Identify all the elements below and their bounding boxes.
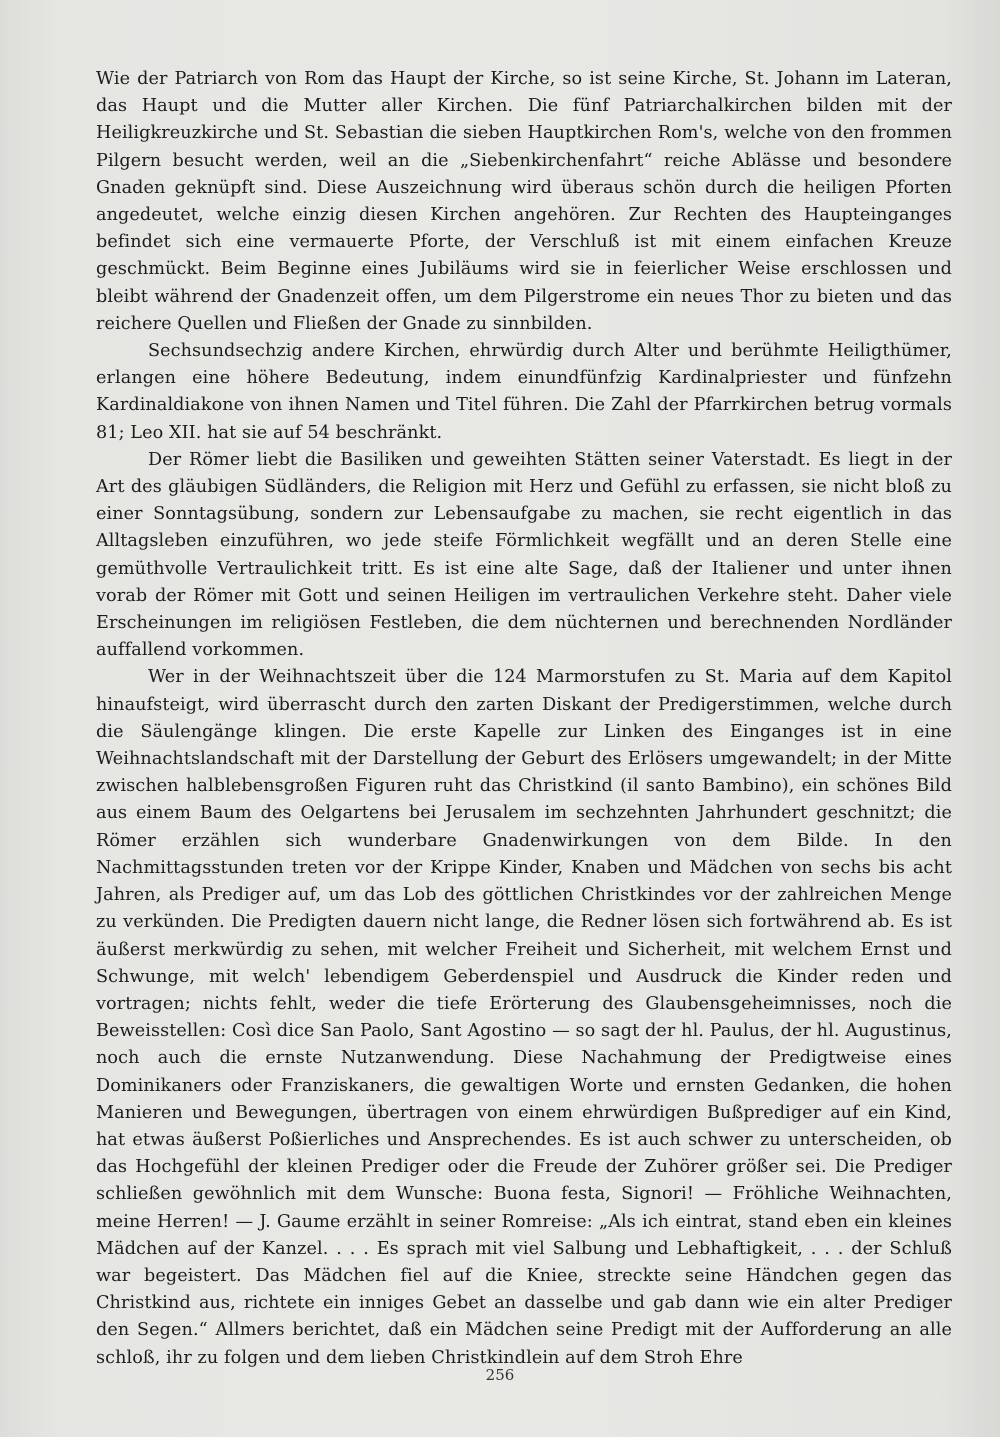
paragraph-other-churches: Sechsundsechzig andere Kirchen, ehrwürdig durch Alter und berühmte Heiligthümer, erlangen eine höhere Bedeutung, indem einundfünfzig Kardinalpriester und fünfzehn Kardinaldiakone von ihnen Namen und Titel führen. Die Zahl der Pfarrkirchen betrug vormals 81; Leo XII. hat sie auf 54 beschränkt.: [96, 341, 952, 443]
page-number: 256: [485, 1366, 515, 1384]
paragraph-child-preachers: Wer in der Weihnachtszeit über die 124 Marmorstufen zu St. Maria auf dem Kapitol hinaufsteigt, wird überrascht durch den zarten Diskant der Predigerstimmen, welche durch die Säulengänge klingen. Die erste Kapelle zur Linken des Einganges ist in eine Weihnachtslandschaft mit der Darstellung der Geburt des Erlösers umgewandelt; in der Mitte zwischen halblebensgroßen Figuren ruht das Christkind (il santo Bambino), ein schönes Bild aus einem Baum des Oelgartens bei Jerusalem im sechzehnten Jahrhundert geschnitzt; die Römer erzählen sich wunderbare Gnadenwirkungen von dem Bilde. In den Nachmittagsstunden treten vor der Krippe Kinder, Knaben und Mädchen von sechs bis acht Jahren, als Prediger auf, um das Lob des göttlichen Christkindes vor der zahlreichen Menge zu verkünden. Die Predigten dauern nicht lange, die Redner lösen sich fortwährend ab. Es ist äußerst merkwürdig zu sehen, mit welcher Freiheit und Sicherheit, mit welchem Ernst und Schwunge, mit welch' lebendigem Geberdenspiel und Ausdruck die Kinder reden und vortragen; nichts fehlt, weder die tiefe Erörterung des Glaubensgeheimnisses, noch die Beweisstellen: Così dice San Paolo, Sant Agostino — so sagt der hl. Paulus, der hl. Augustinus, noch auch die ernste Nutzanwendung. Diese Nachahmung der Predigtweise eines Dominikaners oder Franziskaners, die gewaltigen Worte und ernsten Gedanken, die hohen Manieren und Bewegungen, übertragen von einem ehrwürdigen Bußprediger auf ein Kind, hat etwas äußerst Poßierliches und Ansprechendes. Es ist auch schwer zu unterscheiden, ob das Hochgefühl der kleinen Prediger oder die Freude der Zuhörer größer sei. Die Prediger schließen gewöhnlich mit dem Wunsche: Buona festa, Signori! — Fröhliche Weihnachten, meine Herren! — J. Gaume erzählt in seiner Romreise: „Als ich eintrat, stand eben ein kleines Mädchen auf der Kanzel. . . . Es sprach mit viel Salbung und Lebhaftigkeit, . . . der Schluß war begeistert. Das Mädchen fiel auf die Kniee, streckte seine Händchen gegen das Christkind aus, richtete ein inniges Gebet an dasselbe und gab dann wie ein alter Prediger den Segen.“ Allmers berichtet, daß ein Mädchen seine Predigt mit der Aufforderung an alle schloß, ihr zu folgen und dem lieben Christkindlein auf dem Stroh Ehre: [96, 667, 952, 1368]
body-text: [96, 66, 952, 1372]
paragraph-patriarchal-churches: Wie der Patriarch von Rom das Haupt der Kirche, so ist seine Kirche, St. Johann im Lateran, das Haupt und die Mutter aller Kirchen. Die fünf Patriarchalkirchen bilden mit der Heiligkreuzkirche und St. Sebastian die sieben Hauptkirchen Rom's, welche von den frommen Pilgern besucht werden, weil an die „Siebenkirchenfahrt“ reiche Ablässe und besondere Gnaden geknüpft sind. Diese Auszeichnung wird überaus schön durch die heiligen Pforten angedeutet, welche einzig diesen Kirchen angehören. Zur Rechten des Haupteinganges befindet sich eine vermauerte Pforte, der Verschluß ist mit einem einfachen Kreuze geschmückt. Beim Beginne eines Jubiläums wird sie in feierlicher Weise erschlossen und bleibt während der Gnadenzeit offen, um dem Pilgerstrome ein neues Thor zu bieten und das reichere Quellen und Fließen der Gnade zu sinnbilden.: [96, 69, 952, 334]
paragraph-roman-piety: Der Römer liebt die Basiliken und geweihten Stätten seiner Vaterstadt. Es liegt in der Art des gläubigen Südländers, die Religion mit Herz und Gefühl zu erfassen, sie nicht bloß zu einer Sonntagsübung, sondern zur Lebensaufgabe zu machen, sie recht eigentlich in das Alltagsleben einzuführen, wo jede steife Förmlichkeit wegfällt und an deren Stelle eine gemüthvolle Vertraulichkeit tritt. Es ist eine alte Sage, daß der Italiener und unter ihnen vorab der Römer mit Gott und seinen Heiligen im vertraulichen Verkehre steht. Daher viele Erscheinungen im religiösen Festleben, die dem nüchternen und berechnenden Nordländer auffallend vorkommen.: [96, 449, 952, 661]
